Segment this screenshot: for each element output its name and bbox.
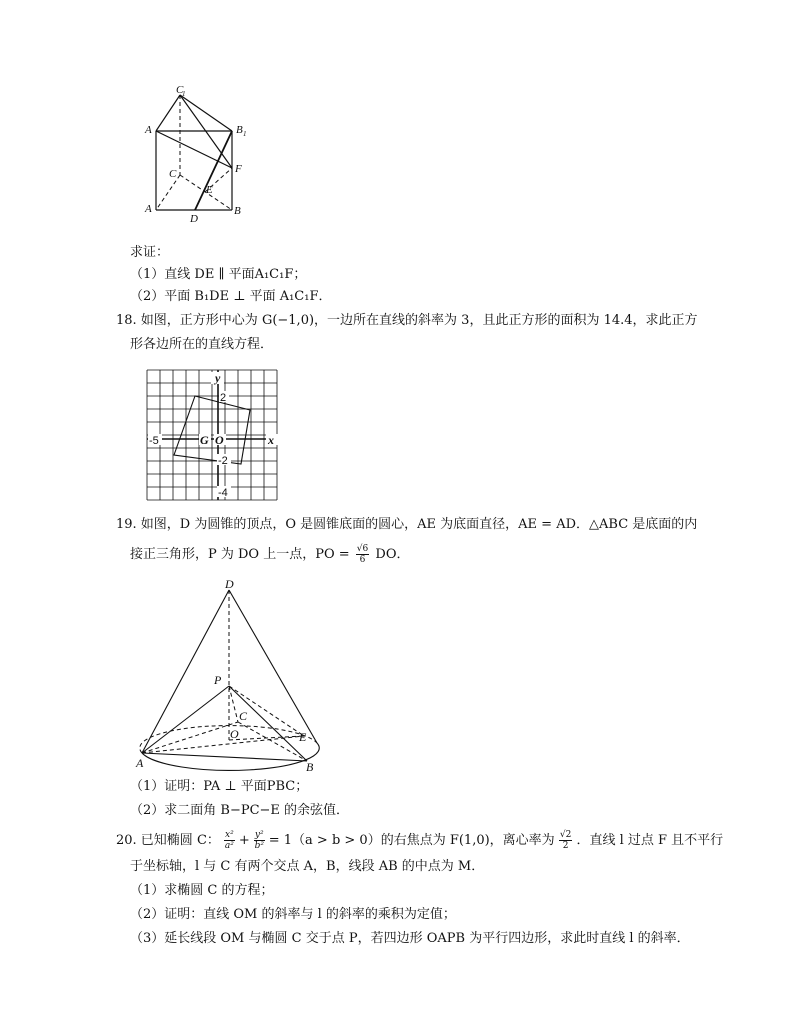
q19-part1: （1）证明：PA ⊥ 平面PBC；: [130, 779, 309, 794]
grid-x-label: x: [268, 433, 274, 447]
grid-o-label: O: [215, 433, 224, 447]
label-d: D: [190, 213, 198, 225]
grid-tick-neg2: -2: [218, 455, 228, 467]
label-a: A: [145, 203, 152, 215]
cone-label-p: P: [214, 673, 222, 687]
q18-line2: 形各边所在的直线方程．: [130, 337, 274, 352]
svg-text:1: 1: [243, 130, 247, 138]
grid-tick-neg5: -5: [149, 435, 159, 447]
q20-frac-x: $\frac{\text{x²}}{\text{a²}}$: [224, 830, 234, 851]
grid-y-label: y: [215, 371, 221, 385]
label-f: F: [235, 163, 242, 175]
grid-figure: [140, 362, 285, 507]
cone-label-a: A: [136, 756, 144, 770]
cone-label-b: B: [306, 760, 314, 774]
q20-part2: （2）证明：直线 OM 的斜率与 l 的斜率的乘积为定值；: [130, 907, 456, 922]
label-b: B: [234, 205, 241, 217]
label-b1: B: [236, 124, 243, 136]
q20-frac-e: $\frac{√2}{2}$: [559, 830, 572, 851]
q19-part2: （2）求二面角 B−PC−E 的余弦值．: [130, 803, 350, 818]
cone-label-e: E: [299, 730, 307, 744]
svg-text:1: 1: [182, 90, 186, 98]
q20-line1: 20. 已知椭圆 C： $\frac{\text{x²}}{\text{a²}}$ + $\frac{\text{y²}}{\text{b²}}$ = 1（a > b > 0）的右焦点为 F(1,0)，离心率为 $\frac{√2}{2}$ ．直线 l 过点 F 且不平行: [116, 830, 724, 851]
grid-tick-neg4: -4: [218, 487, 228, 499]
grid-g-label: G: [200, 433, 209, 447]
cone-figure: [130, 572, 330, 777]
q20-part1: （1）求椭圆 C 的方程；: [130, 883, 274, 898]
q17-part1: （1）直线 DE ∥ 平面A₁C₁F；: [130, 267, 307, 282]
q20-line2: 于坐标轴，l 与 C 有两个交点 A，B，线段 AB 的中点为 M．: [130, 859, 485, 874]
label-c: C: [169, 168, 177, 180]
cone-label-c: C: [239, 709, 248, 723]
cone-label-d: D: [225, 577, 234, 591]
prism-figure: [135, 80, 255, 230]
label-a1: A: [145, 124, 152, 136]
label-e: E: [206, 184, 213, 196]
q19-line2: 接正三角形，P 为 DO 上一点，PO = $\frac{√6}{6}$ DO．: [130, 544, 410, 565]
q19-fraction: $\frac{√6}{6}$: [356, 544, 369, 565]
label-c1: C: [176, 84, 184, 96]
q19-line1: 19. 如图，D 为圆锥的顶点，O 是圆锥底面的圆心，AE 为底面直径，AE = AD．△ABC 是底面的内: [116, 517, 698, 532]
q18-line1: 18. 如图，正方形中心为 G(−1,0)，一边所在直线的斜率为 3，且此正方形的面积为 14.4，求此正方: [116, 313, 698, 328]
q20-part3: （3）延长线段 OM 与椭圆 C 交于点 P，若四边形 OAPB 为平行四边形，求此时直线 l 的斜率．: [130, 931, 690, 946]
q17-part2: （2）平面 B₁DE ⊥ 平面 A₁C₁F．: [130, 289, 332, 304]
grid-tick-2: 2: [220, 392, 227, 404]
q17-prove: 求证：: [130, 245, 170, 260]
q20-frac-y: $\frac{\text{y²}}{\text{b²}}$: [254, 830, 264, 851]
cone-label-o: O: [230, 727, 239, 741]
